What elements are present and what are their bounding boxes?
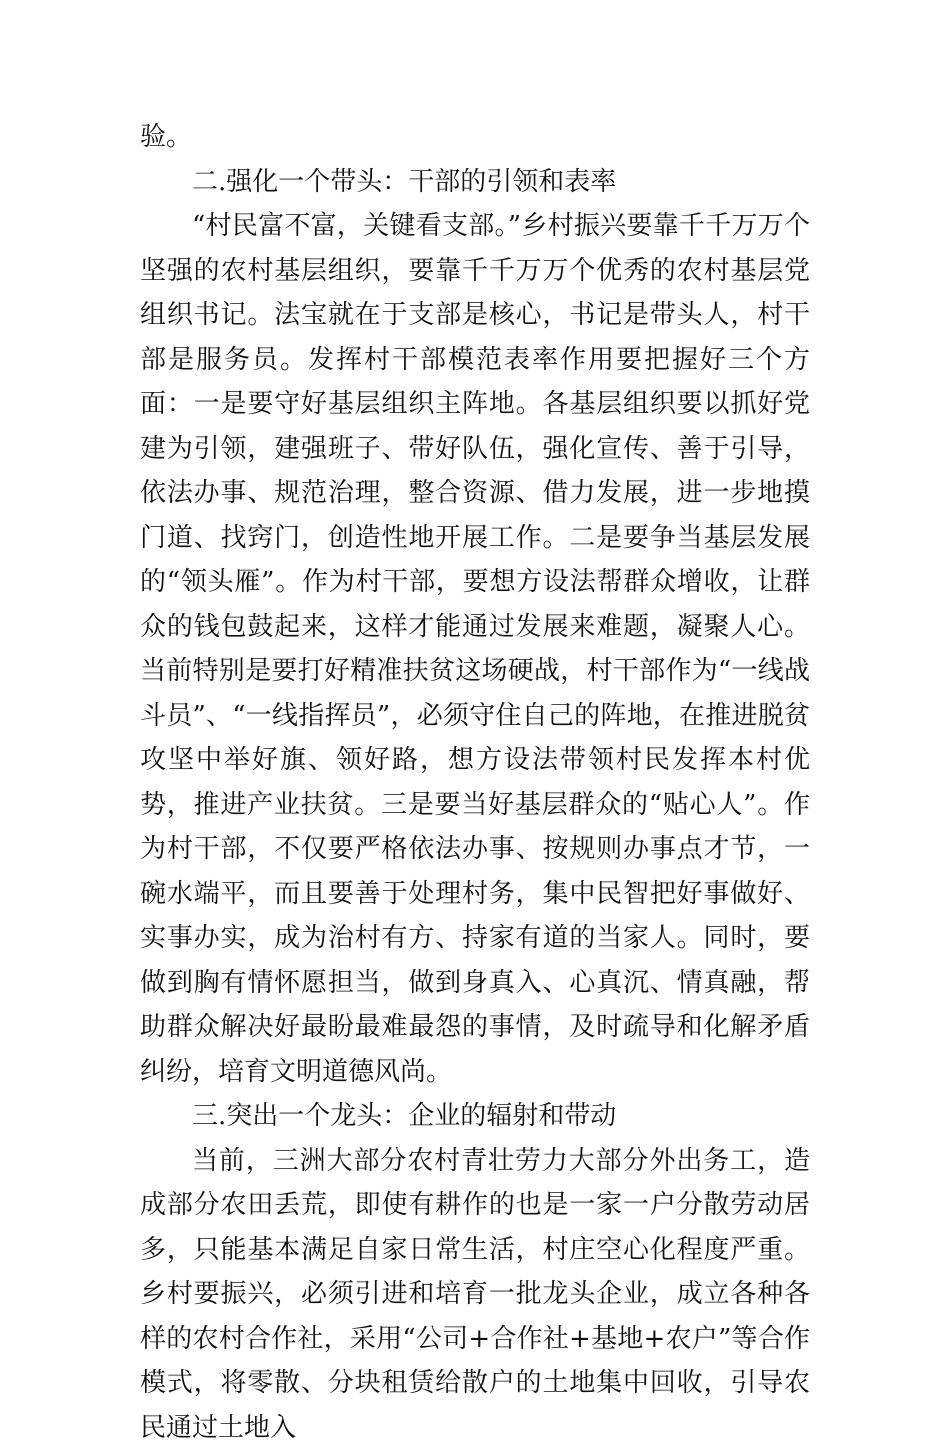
section-heading-2: 二.强化一个带头：干部的引领和表率 — [140, 160, 810, 205]
document-body — [140, 115, 810, 1450]
paragraph-section-2: “村民富不富，关键看支部。”乡村振兴要靠千千万万个坚强的农村基层组织，要靠千千万万个优秀的农村基层党组织书记。法宝就在于支部是核心，书记是带头人，村干部是服务员。发挥村干部模范表率作用要把握好三个方面：一是要守好基层组织主阵地。各基层组织要以抓好党建为引领，建强班子、带好队伍，强化宣传、善于引导，依法办事、规范治理，整合资源、借力发展，进一步地摸门道、找窍门，创造性地开展工作。二是要争当基层发展的“领头雁”。作为村干部，要想方设法帮群众增收，让群众的钱包鼓起来，这样才能通过发展来难题，凝聚人心。当前特别是要打好精准扶贫这场硬战，村干部作为“一线战斗员”、“一线指挥员”，必须守住自己的阵地，在推进脱贫攻坚中举好旗、领好路，想方设法带领村民发挥本村优势，推进产业扶贫。三是要当好基层群众的“贴心人”。作为村干部，不仅要严格依法办事、按规则办事点才节，一碗水端平，而且要善于处理村务，集中民智把好事做好、实事办实，成为治村有方、持家有道的当家人。同时，要做到胸有情怀愿担当，做到身真入、心真沉、情真融，帮助群众解决好最盼最难最怨的事情，及时疏导和化解矛盾纠纷，培育文明道德风尚。 — [140, 204, 810, 1094]
continuation-text: 验。 — [140, 115, 810, 160]
section-heading-3: 三.突出一个龙头：企业的辐射和带动 — [140, 1094, 810, 1139]
paragraph-section-3: 当前，三洲大部分农村青壮劳力大部分外出务工，造成部分农田丢荒，即使有耕作的也是一家一户分散劳动居多，只能基本满足自家日常生活，村庄空心化程度严重。乡村要振兴，必须引进和培育一批龙头企业，成立各种各样的农村合作社，采用“公司+合作社+基地+农户”等合作模式，将零散、分块租赁给散户的土地集中回收，引导农民通过土地入 — [140, 1139, 810, 1450]
